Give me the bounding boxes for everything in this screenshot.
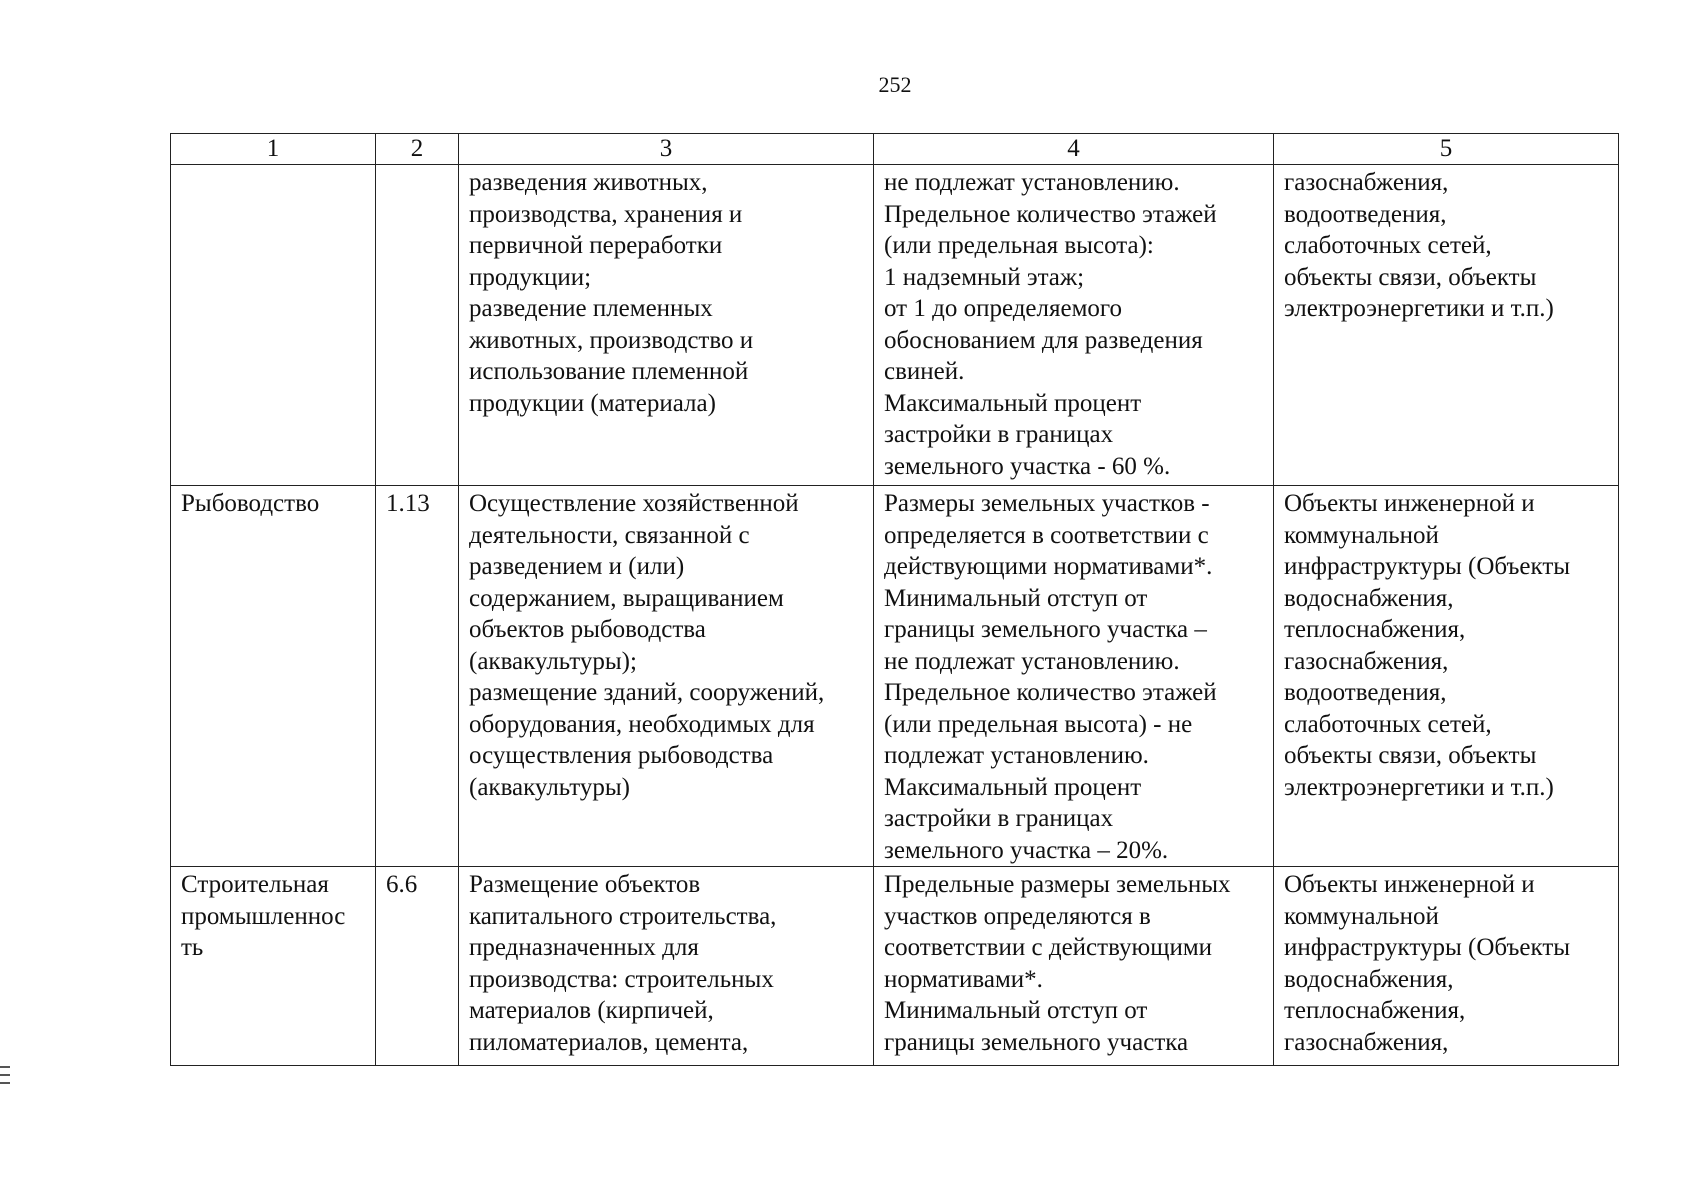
- cell-text-line: действующими нормативами*.: [884, 553, 1213, 580]
- cell-text-line: предназначенных для: [469, 934, 699, 961]
- cell-text-line: Строительная: [181, 871, 329, 898]
- cell-text-line: разведением и (или): [469, 553, 685, 580]
- cell-use-code: [376, 486, 459, 867]
- table-row: [171, 867, 1619, 1066]
- cell-text-line: Размеры земельных участков -: [884, 490, 1210, 517]
- column-header-4: 4: [874, 134, 1274, 165]
- table-header-row: [171, 134, 1619, 165]
- cell-parameters: [874, 486, 1274, 867]
- cell-text-line: продукции (материала): [469, 389, 716, 417]
- cell-text-line: инфраструктуры (Объекты: [1284, 934, 1571, 961]
- cell-text-line: не подлежат установлению.: [884, 169, 1180, 196]
- cell-text-line: первичной переработки: [469, 232, 723, 259]
- page-number: 252: [878, 72, 912, 97]
- cell-text-line: Объекты инженерной и: [1284, 490, 1535, 517]
- cell-text-line: продукции;: [469, 263, 592, 291]
- cell-text-line: Предельное количество этажей: [884, 200, 1217, 228]
- cell-text-line: разведение племенных: [469, 295, 713, 322]
- cell-text-line: коммунальной: [1284, 521, 1439, 549]
- cell-text-line: границы земельного участка: [884, 1028, 1189, 1056]
- cell-text-line: Минимальный отступ от: [884, 997, 1148, 1024]
- cell-text-line: промышленнос: [181, 902, 346, 930]
- cell-text-line: 1 надземный этаж;: [884, 263, 1085, 291]
- cell-text-line: (или предельная высота) - не: [884, 710, 1193, 738]
- cell-text-line: осуществления рыбоводства: [469, 742, 774, 769]
- cell-text-line: Размещение объектов: [469, 871, 701, 898]
- cell-text-line: земельного участка - 60 %.: [884, 452, 1171, 480]
- cell-text-line: Объекты инженерной и: [1284, 871, 1535, 898]
- table-row: [171, 165, 1619, 486]
- cell-text-line: производства, хранения и: [469, 200, 743, 228]
- cell-text-line: материалов (кирпичей,: [469, 997, 714, 1024]
- cell-text-line: 6.6: [386, 871, 418, 898]
- cell-use-name: [171, 867, 376, 1066]
- cell-text-line: газоснабжения,: [1284, 169, 1449, 196]
- column-header-5: 5: [1274, 134, 1619, 165]
- cell-text-line: разведения животных,: [469, 169, 708, 196]
- cell-text-line: от 1 до определяемого: [884, 295, 1123, 322]
- cell-text-line: Минимальный отступ от: [884, 584, 1148, 612]
- cell-text-line: водоснабжения,: [1284, 584, 1454, 612]
- cell-text-line: оборудования, необходимых для: [469, 710, 815, 738]
- cell-text-line: производства: строительных: [469, 965, 774, 993]
- cell-text-line: 1.13: [386, 490, 430, 517]
- cell-use-code: [376, 165, 459, 486]
- cell-text-line: Осуществление хозяйственной: [469, 490, 799, 517]
- cell-text-line: газоснабжения,: [1284, 1028, 1449, 1056]
- cell-description: [459, 867, 874, 1066]
- cell-text-line: земельного участка – 20%.: [884, 836, 1169, 864]
- cell-parameters: [874, 165, 1274, 486]
- cell-text-line: животных, производство и: [469, 326, 754, 354]
- table-row: [171, 486, 1619, 867]
- cell-description: [459, 165, 874, 486]
- cell-text-line: (аквакультуры): [469, 773, 630, 801]
- cell-text-line: объектов рыбоводства: [469, 616, 706, 643]
- cell-text-line: электроэнергетики и т.п.): [1284, 295, 1554, 322]
- cell-text-line: водоснабжения,: [1284, 965, 1454, 993]
- cell-text-line: не подлежат установлению.: [884, 647, 1180, 675]
- cell-text-line: газоснабжения,: [1284, 647, 1449, 675]
- cell-infrastructure: [1274, 165, 1619, 486]
- cell-text-line: (или предельная высота):: [884, 232, 1154, 259]
- cell-text-line: теплоснабжения,: [1284, 997, 1466, 1024]
- cell-use-name: [171, 165, 376, 486]
- cell-text-line: Максимальный процент: [884, 773, 1142, 801]
- cell-use-name: [171, 486, 376, 867]
- cell-text-line: инфраструктуры (Объекты: [1284, 553, 1571, 580]
- scan-margin-mark: [0, 1066, 10, 1092]
- cell-use-code: [376, 867, 459, 1066]
- cell-text-line: подлежат установлению.: [884, 742, 1149, 769]
- cell-parameters: [874, 867, 1274, 1066]
- cell-text-line: свиней.: [884, 358, 965, 385]
- column-header-3: 3: [459, 134, 874, 165]
- cell-text-line: застройки в границах: [884, 421, 1114, 448]
- cell-text-line: Предельные размеры земельных: [884, 871, 1231, 898]
- cell-text-line: определяется в соответствии с: [884, 521, 1209, 549]
- cell-text-line: соответствии с действующими: [884, 934, 1213, 961]
- cell-text-line: застройки в границах: [884, 805, 1114, 832]
- cell-text-line: (аквакультуры);: [469, 647, 637, 675]
- cell-text-line: деятельности, связанной с: [469, 521, 750, 549]
- cell-text-line: капитального строительства,: [469, 902, 777, 930]
- cell-text-line: объекты связи, объекты: [1284, 263, 1537, 291]
- cell-text-line: слаботочных сетей,: [1284, 232, 1492, 259]
- column-header-1: 1: [171, 134, 376, 165]
- cell-text-line: теплоснабжения,: [1284, 616, 1466, 643]
- cell-text-line: водоотведения,: [1284, 679, 1447, 706]
- cell-text-line: нормативами*.: [884, 965, 1043, 993]
- cell-text-line: коммунальной: [1284, 902, 1439, 930]
- cell-text-line: объекты связи, объекты: [1284, 742, 1537, 769]
- cell-text-line: водоотведения,: [1284, 200, 1447, 228]
- cell-text-line: пиломатериалов, цемента,: [469, 1028, 749, 1056]
- cell-text-line: Максимальный процент: [884, 389, 1142, 417]
- column-header-2: 2: [376, 134, 459, 165]
- cell-text-line: использование племенной: [469, 358, 749, 385]
- zoning-table: [170, 133, 1619, 1066]
- cell-text-line: электроэнергетики и т.п.): [1284, 773, 1554, 801]
- cell-text-line: размещение зданий, сооружений,: [469, 679, 825, 706]
- cell-text-line: границы земельного участка –: [884, 616, 1207, 643]
- cell-text-line: обоснованием для разведения: [884, 326, 1203, 354]
- cell-text-line: участков определяются в: [884, 902, 1151, 930]
- cell-description: [459, 486, 874, 867]
- cell-infrastructure: [1274, 486, 1619, 867]
- cell-text-line: Рыбоводство: [181, 490, 320, 517]
- cell-text-line: ть: [181, 934, 204, 961]
- cell-text-line: слаботочных сетей,: [1284, 710, 1492, 738]
- cell-text-line: Предельное количество этажей: [884, 679, 1217, 706]
- cell-infrastructure: [1274, 867, 1619, 1066]
- cell-text-line: содержанием, выращиванием: [469, 584, 784, 612]
